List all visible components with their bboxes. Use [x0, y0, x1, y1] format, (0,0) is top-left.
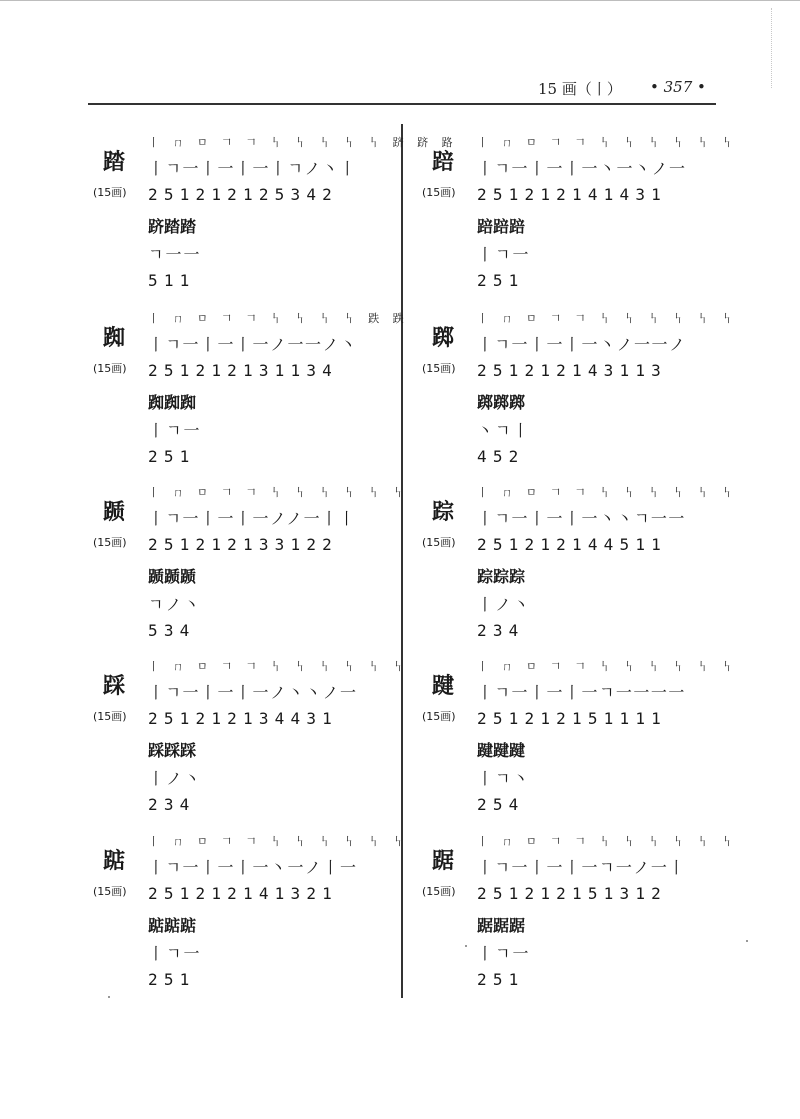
headword: 踮 — [103, 849, 126, 874]
stroke-codes-continued: 251 — [148, 447, 196, 466]
stroke-count-label: (15画) — [422, 885, 456, 898]
stroke-shapes: 丨ㄱ一丨一丨一ㄱ一ノ一丨 — [477, 858, 686, 877]
scan-speck — [746, 940, 748, 942]
scan-speck — [108, 996, 110, 998]
stroke-count-label: (15画) — [93, 710, 127, 723]
stroke-shapes-continued: 丨ㄱ一 — [148, 421, 202, 440]
stroke-codes-continued: 251 — [477, 271, 525, 290]
stroke-count-label: (15画) — [93, 885, 127, 898]
page-number: • 357 • — [650, 78, 706, 96]
stroke-progression: 丨 ㄇ ㅁ 𠃍 𠃍 𠃑 𠃑 𠃑 𠃑 𠃑 𠃑 — [477, 835, 738, 848]
stroke-codes-continued: 254 — [477, 795, 525, 814]
stroke-progression-continued: 踩踩踩 — [148, 741, 197, 760]
stroke-shapes: 丨ㄱ一丨一丨一丶一丶ノ一 — [477, 159, 687, 178]
stroke-progression-continued: 踺踺踺 — [477, 741, 526, 760]
stroke-progression-continued: 踮踮踮 — [148, 916, 197, 935]
dictionary-entry — [422, 306, 738, 476]
stroke-progression: 丨 ㄇ ㅁ 𠃍 𠃍 𠃑 𠃑 𠃑 𠃑 𠃑 𠃑 — [477, 136, 738, 149]
stroke-shapes-continued: 丨ノ丶 — [148, 769, 203, 788]
stroke-progression: 丨 ㄇ ㅁ 𠃍 𠃍 𠃑 𠃑 𠃑 𠃑 跌 跌 — [148, 312, 409, 325]
stroke-count-label: (15画) — [422, 710, 456, 723]
stroke-progression-continued: 跻踏踏 — [148, 217, 197, 236]
stroke-progression-continued: 踟踟踟 — [148, 393, 197, 412]
headword: 踯 — [432, 326, 455, 351]
stroke-shapes-continued: 丨ㄱ一 — [148, 944, 202, 963]
stroke-codes: 251212141321 — [148, 884, 338, 903]
stroke-codes: 251212134431 — [148, 709, 338, 728]
stroke-codes: 251212131134 — [148, 361, 338, 380]
stroke-codes: 251212151111 — [477, 709, 667, 728]
stroke-shapes-continued: 丶ㄱ丨 — [477, 421, 531, 440]
stroke-codes-continued: 452 — [477, 447, 525, 466]
stroke-codes-continued: 511 — [148, 271, 196, 290]
stroke-shapes: 丨ㄱ一丨一丨一丶丶ㄱ一一 — [477, 509, 686, 528]
stroke-shapes: 丨ㄱ一丨一丨一ノ一一ノ丶 — [148, 335, 358, 354]
stroke-progression-continued: 踪踪踪 — [477, 567, 526, 586]
stroke-codes: 251212151312 — [477, 884, 667, 903]
dictionary-entry — [422, 130, 738, 300]
stroke-codes: 251212144511 — [477, 535, 667, 554]
stroke-codes-continued: 251 — [148, 970, 196, 989]
stroke-progression-continued: 踣踣踣 — [477, 217, 526, 236]
dictionary-entry — [422, 829, 738, 999]
stroke-count-label: (15画) — [422, 536, 456, 549]
header-rule — [88, 103, 716, 105]
stroke-progression: 丨 ㄇ ㅁ 𠃍 𠃍 𠃑 𠃑 𠃑 𠃑 𠃑 𠃑 — [148, 486, 409, 499]
stroke-codes: 251212141431 — [477, 185, 667, 204]
stroke-progression-continued: 踞踞踞 — [477, 916, 526, 935]
stroke-codes: 251212143113 — [477, 361, 667, 380]
stroke-progression: 丨 ㄇ ㅁ 𠃍 𠃍 𠃑 𠃑 𠃑 𠃑 𠃑 𠃑 — [477, 486, 738, 499]
stroke-count-label: (15画) — [422, 362, 456, 375]
headword: 踪 — [432, 500, 455, 525]
stroke-progression-continued: 踬踬踬 — [148, 567, 197, 586]
dictionary-entry — [93, 829, 409, 999]
stroke-shapes-continued: 丨ㄱ一 — [477, 245, 531, 264]
stroke-progression: 丨 ㄇ ㅁ 𠃍 𠃍 𠃑 𠃑 𠃑 𠃑 𠃑 𠃑 — [477, 312, 738, 325]
stroke-count-label: (15画) — [93, 186, 127, 199]
stroke-shapes-continued: 丨ノ丶 — [477, 595, 532, 614]
stroke-count-label: (15画) — [422, 186, 456, 199]
scan-edge-right — [771, 8, 772, 88]
stroke-progression: 丨 ㄇ ㅁ 𠃍 𠃍 𠃑 𠃑 𠃑 𠃑 𠃑 𠃑 — [148, 835, 409, 848]
stroke-shapes: 丨ㄱ一丨一丨一ノノ一丨丨 — [148, 509, 357, 528]
headword: 踣 — [432, 150, 455, 175]
dictionary-entry — [422, 654, 738, 824]
stroke-count-label: (15画) — [93, 362, 127, 375]
stroke-shapes: 丨ㄱ一丨一丨一ㄱ一一一一 — [477, 683, 686, 702]
headword: 踩 — [103, 674, 126, 699]
stroke-progression-continued: 踯踯踯 — [477, 393, 526, 412]
stroke-shapes-continued: ㄱ一一 — [148, 245, 202, 264]
stroke-shapes-continued: 丨ㄱ丶 — [477, 769, 531, 788]
section-header: 15 画（丨） — [538, 80, 622, 98]
stroke-progression: 丨 ㄇ ㅁ 𠃍 𠃍 𠃑 𠃑 𠃑 𠃑 𠃑 𠃑 — [148, 660, 409, 673]
stroke-shapes: 丨ㄱ一丨一丨一ノ丶丶ノ一 — [148, 683, 358, 702]
headword: 踞 — [432, 849, 455, 874]
dictionary-entry — [93, 130, 458, 300]
dictionary-entry — [93, 480, 409, 650]
stroke-codes: 251212125342 — [148, 185, 338, 204]
headword: 踺 — [432, 674, 455, 699]
headword: 踏 — [103, 150, 126, 175]
scan-speck — [465, 945, 467, 947]
stroke-shapes: 丨ㄱ一丨一丨一丶一ノ丨一 — [148, 858, 358, 877]
dictionary-entry — [422, 480, 738, 650]
headword: 踬 — [103, 500, 126, 525]
stroke-codes-continued: 234 — [477, 621, 525, 640]
stroke-shapes-continued: 丨ㄱ一 — [477, 944, 531, 963]
headword: 踟 — [103, 326, 126, 351]
stroke-count-label: (15画) — [93, 536, 127, 549]
dictionary-entry — [93, 306, 409, 476]
stroke-codes-continued: 534 — [148, 621, 196, 640]
dictionary-entry — [93, 654, 409, 824]
stroke-progression: 丨 ㄇ ㅁ 𠃍 𠃍 𠃑 𠃑 𠃑 𠃑 𠃑 跻 跻 路 — [148, 136, 458, 149]
stroke-shapes: 丨ㄱ一丨一丨一丶ノ一一ノ — [477, 335, 687, 354]
stroke-progression: 丨 ㄇ ㅁ 𠃍 𠃍 𠃑 𠃑 𠃑 𠃑 𠃑 𠃑 — [477, 660, 738, 673]
stroke-codes-continued: 251 — [477, 970, 525, 989]
scan-edge-top — [0, 0, 800, 1]
stroke-shapes: 丨ㄱ一丨一丨一丨ㄱノ丶丨 — [148, 159, 357, 178]
stroke-shapes-continued: ㄱノ丶 — [148, 595, 202, 614]
stroke-codes-continued: 234 — [148, 795, 196, 814]
stroke-codes: 251212133122 — [148, 535, 338, 554]
